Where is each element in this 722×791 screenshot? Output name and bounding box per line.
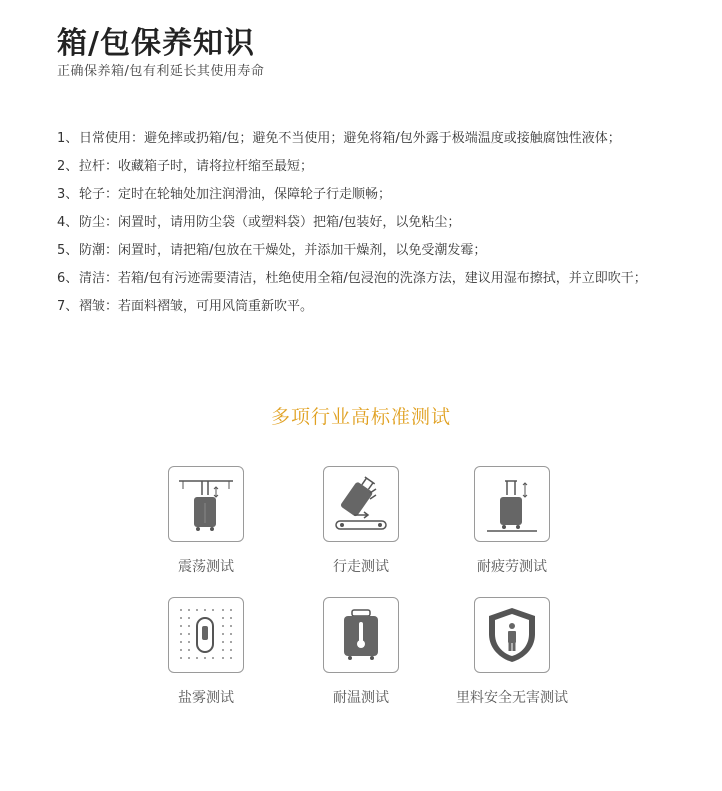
test-item-walking — [281, 466, 441, 576]
list-item-text: 清洁：若箱/包有污迹需要清洁，杜绝使用全箱/包浸泡的洗涤方法，建议用湿布擦拭，并立即吹干； — [79, 271, 647, 286]
test-icon-box — [474, 597, 550, 673]
vibration-test-icon — [175, 473, 237, 535]
list-item — [57, 154, 677, 180]
list-item — [57, 126, 677, 152]
test-icon-box — [168, 597, 244, 673]
list-item-text: 防潮：闲置时，请把箱/包放在干燥处，并添加干燥剂，以免受潮发霉； — [79, 243, 487, 258]
list-item — [57, 266, 677, 292]
list-item-text: 拉杆：收藏箱子时，请将拉杆缩至最短； — [79, 159, 314, 174]
list-item-number: 7、 — [57, 299, 79, 314]
test-item-vibration — [126, 466, 286, 576]
test-icon-box — [323, 597, 399, 673]
section-title: 多项行业高标准测试 — [270, 406, 451, 428]
list-item — [57, 238, 677, 264]
list-item-text: 日常使用：避免摔或扔箱/包；避免不当使用；避免将箱/包外露于极端温度或接触腐蚀性液体； — [79, 131, 621, 146]
test-label: 里料安全无害测试 — [456, 690, 568, 706]
list-item-number: 3、 — [57, 187, 79, 202]
page-subtitle: 正确保养箱/包有利延长其使用寿命 — [57, 64, 265, 79]
safety-shield-icon — [481, 604, 543, 666]
list-item — [57, 294, 677, 320]
fatigue-test-icon — [481, 473, 543, 535]
test-item-fatigue — [432, 466, 592, 576]
list-item-text: 防尘：闲置时，请用防尘袋（或塑料袋）把箱/包装好，以免粘尘； — [79, 215, 461, 230]
test-item-lining-safety — [432, 597, 592, 707]
test-item-temperature — [281, 597, 441, 707]
test-icon-box — [474, 466, 550, 542]
list-item — [57, 182, 677, 208]
test-label: 耐疲劳测试 — [477, 559, 547, 575]
list-item — [57, 210, 677, 236]
list-item-text: 褶皱：若面料褶皱，可用风筒重新吹平。 — [79, 299, 314, 314]
test-label: 行走测试 — [333, 559, 389, 575]
list-item-number: 6、 — [57, 271, 79, 286]
page-title: 箱/包保养知识 — [57, 26, 255, 61]
care-tips-list — [57, 126, 677, 322]
list-item-number: 1、 — [57, 131, 79, 146]
test-icon-box — [168, 466, 244, 542]
walking-test-icon — [330, 473, 392, 535]
test-item-salt-spray — [126, 597, 286, 707]
list-item-number: 5、 — [57, 243, 79, 258]
test-label: 盐雾测试 — [178, 690, 234, 706]
test-icon-box — [323, 466, 399, 542]
temperature-test-icon — [330, 604, 392, 666]
test-label: 震荡测试 — [178, 559, 234, 575]
list-item-number: 2、 — [57, 159, 79, 174]
list-item-number: 4、 — [57, 215, 79, 230]
salt-spray-test-icon — [175, 604, 237, 666]
test-label: 耐温测试 — [333, 690, 389, 706]
list-item-text: 轮子：定时在轮轴处加注润滑油，保障轮子行走顺畅； — [79, 187, 392, 202]
